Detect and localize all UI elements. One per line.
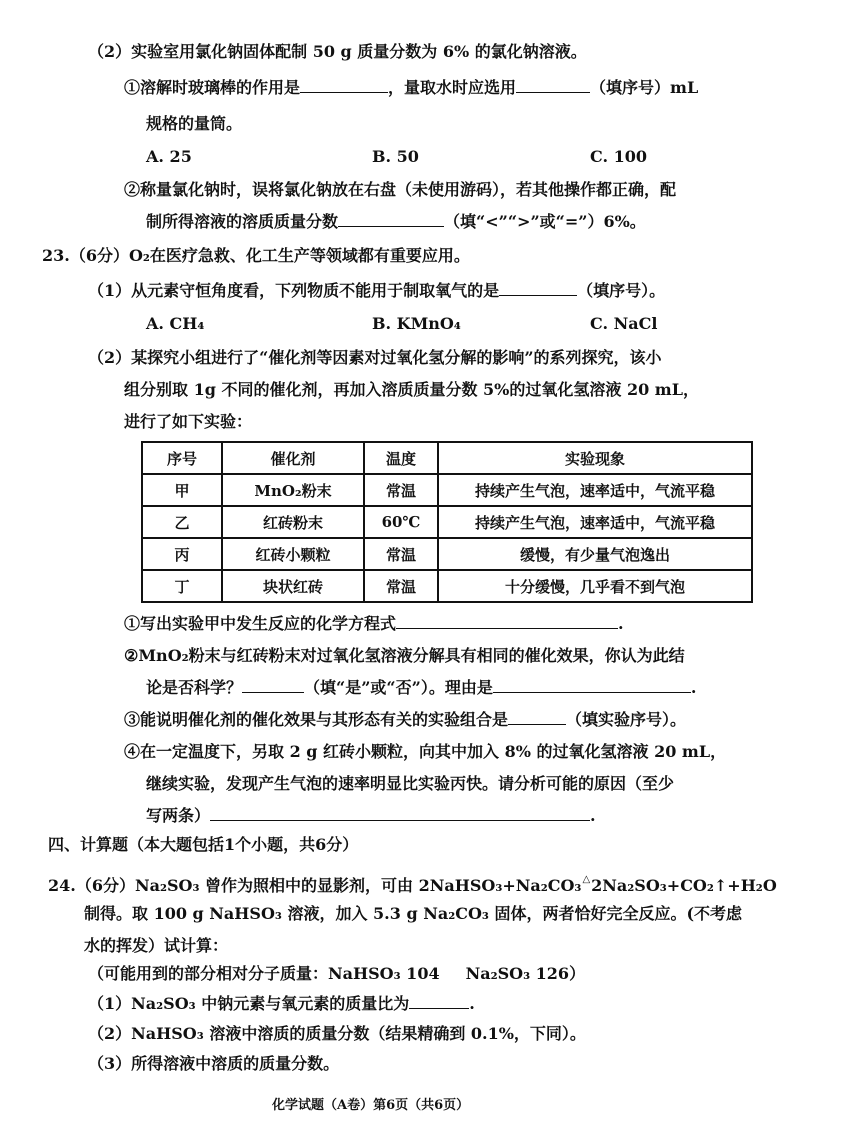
q22-2-intro: （2）实验室用氯化钠固体配制 50 g 质量分数为 6% 的氯化钠溶液。 [88,42,587,61]
q24-part2: （2）NaHSO₃ 溶液中溶质的质量分数（结果精确到 0.1%，下同）。 [88,1024,586,1043]
table-cell: 甲 [142,474,222,506]
q23-sub4-line2: 继续实验，发现产生气泡的速率明显比实验丙快。请分析可能的原因（至少 [146,774,675,793]
q22-2-sub1-text-a: ①溶解时玻璃棒的作用是 [124,78,301,97]
q23-part1-end: （填序号）。 [577,281,666,300]
q24-part1: （1）Na₂SO₃ 中钠元素与氧元素的质量比为 . [88,994,475,1013]
answer-blank[interactable] [409,992,469,1009]
option-b: B. 50 [372,147,419,166]
table-row [142,538,752,570]
answer-blank[interactable] [493,676,691,693]
q23-sub4-line3: 写两条） . [146,806,596,825]
q24-line3: 水的挥发）试计算： [84,936,229,955]
q23-part2-line3: 进行了如下实验： [124,412,253,431]
answer-blank[interactable] [338,210,444,227]
table-cell: 红砖小颗粒 [222,538,364,570]
option-a: A. CH₄ [146,314,205,333]
q23-sub3-text-b: （填实验序号）。 [566,710,687,729]
option-c: C. 100 [590,147,647,166]
experiment-table [141,441,753,603]
option-b: B. KMnO₄ [372,314,461,333]
table-cell: 持续产生气泡，速率适中，气流平稳 [438,474,752,506]
q24-mass-note-b: Na₂SO₃ 126） [465,964,586,983]
option-a: A. 25 [146,147,192,166]
table-cell: 常温 [364,538,438,570]
q23-title: 23.（6分）O₂在医疗急救、化工生产等领域都有重要应用。 [42,246,470,265]
table-cell: 十分缓慢，几乎看不到气泡 [438,570,752,602]
table-row [142,570,752,602]
table-header: 温度 [364,442,438,474]
q23-part1-text: （1）从元素守恒角度看，下列物质不能用于制取氧气的是 [88,281,500,300]
q23-sub2-text-a: 论是否科学？ [146,678,243,697]
q23-sub2-line2: 论是否科学？ （填“是”或“否”）。理由是 . [146,678,697,697]
table-header: 催化剂 [222,442,364,474]
q22-2-sub2-cont [146,210,646,234]
answer-blank[interactable] [499,279,577,296]
q22-2-sub2-text-b: 制所得溶液的溶质质量分数 [146,212,339,231]
section-heading: 四、计算题（本大题包括1个小题，共6分） [48,835,359,854]
q24-line2: 制得。取 100 g NaHSO₃ 溶液，加入 5.3 g Na₂CO₃ 固体，两者恰好完全反应。(不考虑 [84,904,743,923]
q22-2-sub1-cont: 规格的量筒。 [146,114,243,133]
table-cell: 乙 [142,506,222,538]
answer-blank[interactable] [508,708,566,725]
table-cell: 丙 [142,538,222,570]
q24-part3: （3）所得溶液中溶质的质量分数。 [88,1054,340,1073]
table-cell: 红砖粉末 [222,506,364,538]
q22-2-sub2-text-c: （填“<”“>”或“=”）6%。 [444,212,646,231]
table-header: 实验现象 [438,442,752,474]
q23-sub3-text-a: ③能说明催化剂的催化效果与其形态有关的实验组合是 [124,710,509,729]
q24-mass-note-a: （可能用到的部分相对分子质量：NaHSO₃ 104 [88,964,440,983]
table-cell: 块状红砖 [222,570,364,602]
answer-blank[interactable] [210,804,590,821]
table-cell: 丁 [142,570,222,602]
q24-part1-text: （1）Na₂SO₃ 中钠元素与氧元素的质量比为 [88,994,410,1013]
table-cell: 持续产生气泡，速率适中，气流平稳 [438,506,752,538]
heat-symbol: △ [582,874,591,885]
table-row [142,506,752,538]
q24-mass-note [88,962,585,986]
q23-sub3 [124,708,686,732]
q22-2-sub1-text-b: ，量取水时应选用 [388,78,517,97]
q24-text-a: 24.（6分）Na₂SO₃ 曾作为照相中的显影剂，可由 2NaHSO₃+Na₂CO₃ [48,876,582,895]
page-footer: 化学试题（A卷）第6页（共6页） [272,1098,470,1113]
table-header-row [142,442,752,474]
answer-blank[interactable] [516,76,590,93]
answer-blank[interactable] [396,612,618,629]
q23-part2-line2: 组分别取 1g 不同的催化剂，再加入溶质质量分数 5%的过氧化氢溶液 20 mL， [124,380,699,399]
q22-2-sub1-text-c: （填序号）mL [590,78,699,97]
q23-part2-line1: （2）某探究小组进行了“催化剂等因素对过氧化氢分解的影响”的系列探究，该小 [88,348,662,367]
table-row [142,474,752,506]
table-cell: MnO₂粉末 [222,474,364,506]
q23-sub1: ①写出实验甲中发生反应的化学方程式 . [124,614,624,633]
q24-line1 [48,868,777,898]
answer-blank[interactable] [300,76,388,93]
table-header: 序号 [142,442,222,474]
table-cell: 常温 [364,474,438,506]
answer-blank[interactable] [242,676,304,693]
table-cell: 60℃ [364,506,438,538]
q23-sub2-text-b: （填“是”或“否”）。理由是 [304,678,493,697]
q22-2-sub1 [124,76,698,100]
table-cell: 缓慢，有少量气泡逸出 [438,538,752,570]
q23-sub1-text: ①写出实验甲中发生反应的化学方程式 [124,614,397,633]
q23-part1 [88,279,665,303]
table-cell: 常温 [364,570,438,602]
q24-text-b: 2Na₂SO₃+CO₂↑+H₂O [591,876,777,895]
q23-sub2-line1: ②MnO₂粉末与红砖粉末对过氧化氢溶液分解具有相同的催化效果，你认为此结 [124,646,685,665]
q23-sub4-line1: ④在一定温度下，另取 2 g 红砖小颗粒，向其中加入 8% 的过氧化氢溶液 20 mL， [124,742,727,761]
q23-sub4-text: 写两条） [146,806,211,825]
option-c: C. NaCl [590,314,658,333]
q22-2-sub2: ②称量氯化钠时，误将氯化钠放在右盘（未使用游码），若其他操作都正确，配 [124,180,677,199]
